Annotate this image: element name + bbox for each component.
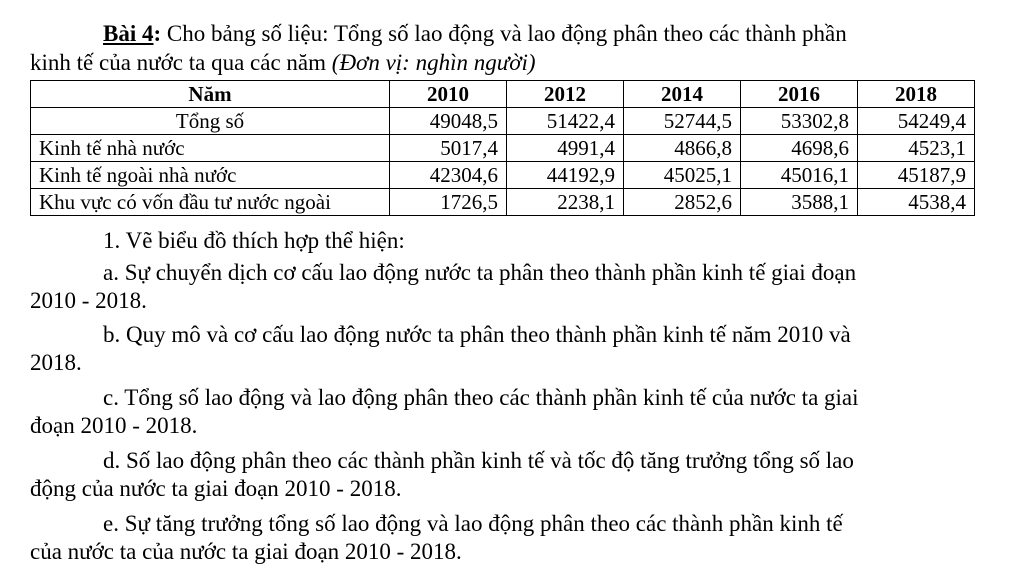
header-year: 2012 xyxy=(507,81,624,108)
table-cell: 3588,1 xyxy=(741,189,858,216)
table-cell: 44192,9 xyxy=(507,162,624,189)
labor-data-table xyxy=(30,80,975,216)
table-cell: 51422,4 xyxy=(507,108,624,135)
question-1d: d. Số lao động phân theo các thành phần kinh tế và tốc độ tăng trưởng tổng số lao xyxy=(103,448,854,473)
row-label: Kinh tế nhà nước xyxy=(31,135,390,162)
table-cell: 45016,1 xyxy=(741,162,858,189)
table-cell: 45187,9 xyxy=(858,162,975,189)
table-cell: 4698,6 xyxy=(741,135,858,162)
table-row xyxy=(31,162,975,189)
question-1b: b. Quy mô và cơ cấu lao động nước ta phân theo thành phần kinh tế năm 2010 và xyxy=(103,322,851,347)
row-label: Kinh tế ngoài nhà nước xyxy=(31,162,390,189)
question-1c: c. Tổng số lao động và lao động phân theo các thành phần kinh tế của nước ta giai xyxy=(103,385,859,410)
question-1b-cont: 2018. xyxy=(30,350,82,375)
table-header-row xyxy=(31,81,975,108)
exercise-heading-line-1 xyxy=(103,19,847,48)
header-year-label: Năm xyxy=(31,81,390,108)
question-1: 1. Vẽ biểu đồ thích hợp thể hiện: xyxy=(103,228,405,253)
table-cell: 52744,5 xyxy=(624,108,741,135)
header-year: 2010 xyxy=(390,81,507,108)
header-year: 2016 xyxy=(741,81,858,108)
question-1d-cont: động của nước ta giai đoạn 2010 - 2018. xyxy=(30,476,402,501)
unit-note: (Đơn vị: nghìn người) xyxy=(331,50,536,75)
table-cell: 42304,6 xyxy=(390,162,507,189)
header-year: 2014 xyxy=(624,81,741,108)
table-cell: 2852,6 xyxy=(624,189,741,216)
table-cell: 2238,1 xyxy=(507,189,624,216)
table-row xyxy=(31,135,975,162)
table-cell: 5017,4 xyxy=(390,135,507,162)
question-1e-cont: của nước ta của nước ta giai đoạn 2010 - 2018. xyxy=(30,539,462,564)
table-cell: 53302,8 xyxy=(741,108,858,135)
table-row xyxy=(31,189,975,216)
exercise-label-colon: : xyxy=(153,21,162,46)
exercise-heading-line-2 xyxy=(30,48,536,77)
table-cell: 4991,4 xyxy=(507,135,624,162)
exercise-label: Bài 4 xyxy=(103,21,154,46)
table-cell: 1726,5 xyxy=(390,189,507,216)
table-cell: 45025,1 xyxy=(624,162,741,189)
row-label: Tổng số xyxy=(31,108,390,135)
exercise-intro-text-cont: kinh tế của nước ta qua các năm xyxy=(30,50,332,75)
question-1a: a. Sự chuyển dịch cơ cấu lao động nước ta phân theo thành phần kinh tế giai đoạn xyxy=(103,260,857,285)
exercise-intro-text: Cho bảng số liệu: Tổng số lao động và lao động phân theo các thành phần xyxy=(161,21,847,46)
table-row xyxy=(31,108,975,135)
table-cell: 4523,1 xyxy=(858,135,975,162)
question-1a-cont: 2010 - 2018. xyxy=(30,288,147,313)
question-1c-cont: đoạn 2010 - 2018. xyxy=(30,413,198,438)
row-label: Khu vực có vốn đầu tư nước ngoài xyxy=(31,189,390,216)
table-cell: 4866,8 xyxy=(624,135,741,162)
header-year: 2018 xyxy=(858,81,975,108)
table-cell: 54249,4 xyxy=(858,108,975,135)
question-1e: e. Sự tăng trưởng tổng số lao động và lao động phân theo các thành phần kinh tế xyxy=(103,511,843,536)
table-cell: 4538,4 xyxy=(858,189,975,216)
table-cell: 49048,5 xyxy=(390,108,507,135)
